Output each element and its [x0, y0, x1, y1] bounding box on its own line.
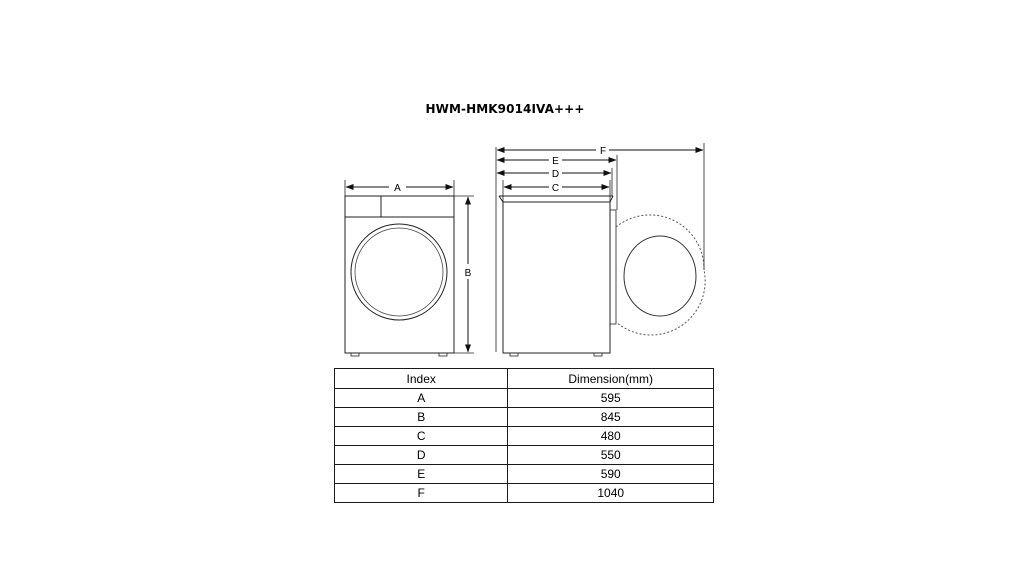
row-value: 595 [508, 389, 714, 408]
side-top-lip-left [499, 196, 503, 202]
model-title: HWM-HMK9014IVA+++ [425, 102, 585, 116]
dim-e-label: E [552, 156, 559, 167]
row-index: D [335, 446, 508, 465]
table-row [335, 465, 714, 484]
row-value: 550 [508, 446, 714, 465]
side-top-lip-right [610, 196, 613, 202]
dimension-table [334, 368, 714, 503]
door-glass [355, 228, 443, 316]
front-view [345, 180, 474, 356]
dim-f-label: F [599, 146, 607, 157]
side-door-profile [610, 210, 616, 324]
dim-c-label: C [551, 183, 560, 194]
header-dimension: Dimension(mm) [508, 369, 714, 389]
door-swing-arc [616, 215, 705, 335]
header-index: Index [335, 369, 508, 389]
table-row [335, 389, 714, 408]
side-body-outline [503, 202, 610, 353]
dim-a-label: A [394, 183, 401, 194]
row-value: 1040 [508, 484, 714, 503]
dim-b-label: B [464, 268, 472, 279]
row-index: E [335, 465, 508, 484]
row-value: 590 [508, 465, 714, 484]
table-header-row [335, 369, 714, 389]
table-row [335, 484, 714, 503]
row-index: B [335, 408, 508, 427]
dim-d-label: D [551, 169, 560, 180]
row-value: 845 [508, 408, 714, 427]
open-door-glass [624, 236, 696, 316]
table-row [335, 408, 714, 427]
row-index: A [335, 389, 508, 408]
row-value: 480 [508, 427, 714, 446]
table-row [335, 427, 714, 446]
table-row [335, 446, 714, 465]
row-index: F [335, 484, 508, 503]
row-index: C [335, 427, 508, 446]
front-body-outline [345, 196, 454, 353]
door-outer-ring [351, 224, 447, 320]
side-view [496, 143, 705, 356]
